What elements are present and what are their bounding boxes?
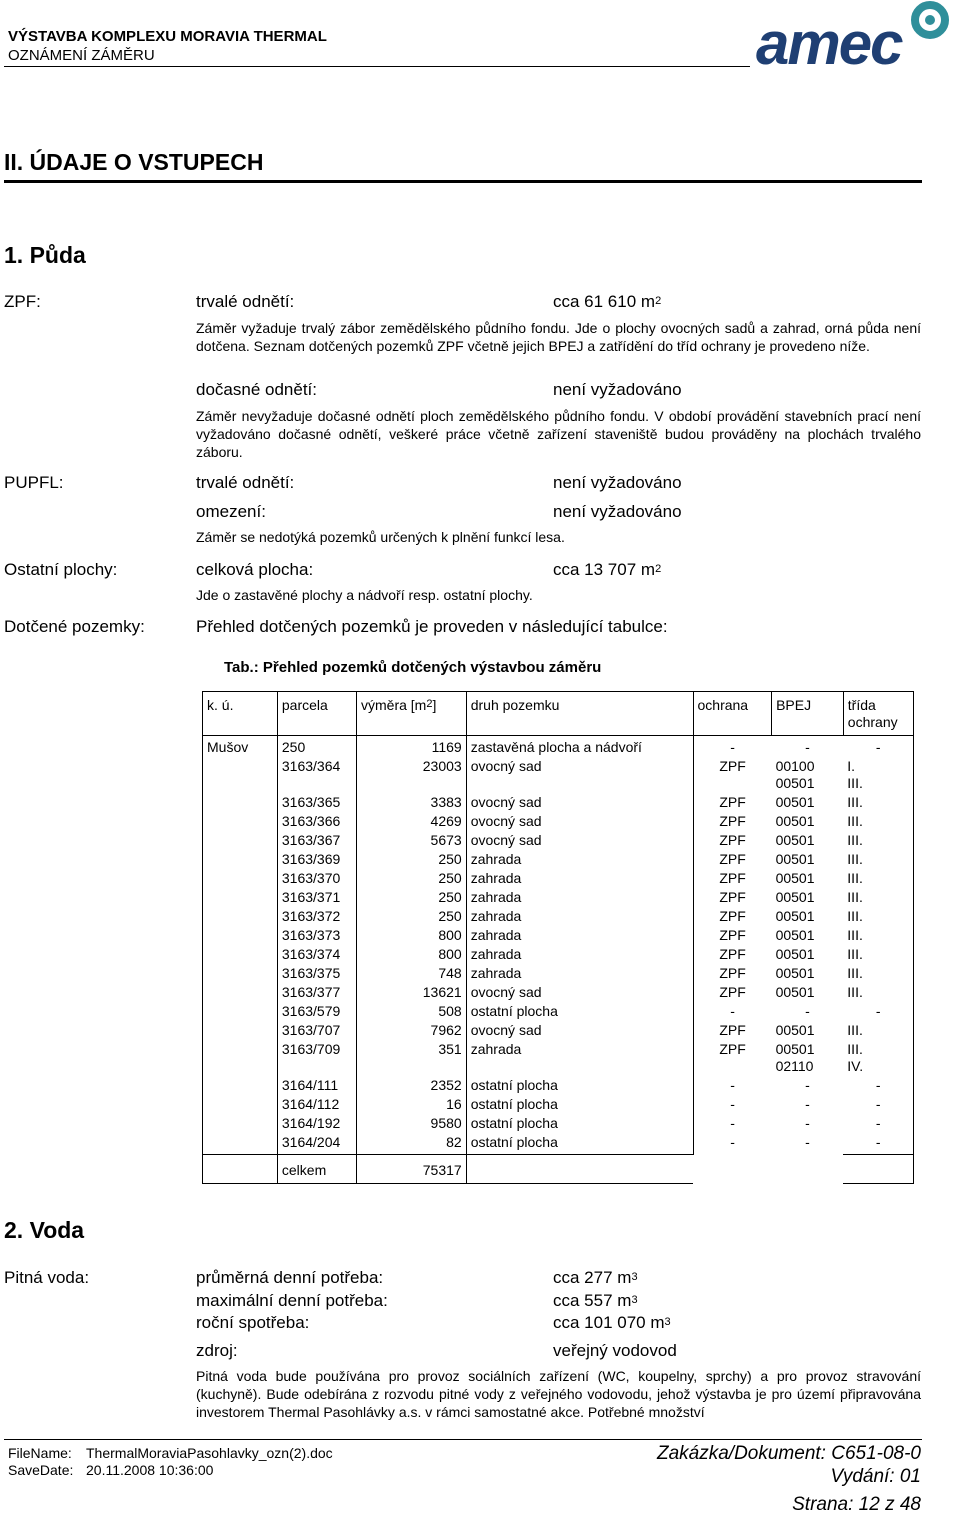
amec-logo <box>752 0 960 72</box>
col-header-ku: k. ú. <box>203 692 278 736</box>
cell-parcela: 3164/112 <box>277 1095 356 1114</box>
table-row <box>203 812 914 831</box>
cell-druh: ovocný sad <box>466 757 693 793</box>
cell-trida: III. <box>843 945 913 964</box>
table-row <box>203 793 914 812</box>
cell-ku <box>203 1133 278 1155</box>
cell-ochrana: ZPF <box>719 965 746 981</box>
pupfl-note: Záměr se nedotýká pozemků určených k plnění funkcí lesa. <box>196 529 565 545</box>
subsection-heading-voda: 2. Voda <box>4 1217 85 1243</box>
cell-druh: zahrada <box>466 850 693 869</box>
parcel-table <box>202 691 914 1184</box>
cell-parcela: 3163/364 <box>277 757 356 793</box>
cell-druh: ostatní plocha <box>466 1114 693 1133</box>
cell-druh: ostatní plocha <box>466 1076 693 1095</box>
cell-ku <box>203 831 278 850</box>
voda-note: Pitná voda bude používána pro provoz sociálních zařízení (WC, koupelny, sprchy) a pro provoz stravování (kuchyně). Bude odebírána z rozvodu pitné vody z veřejného vodovodu, jehož výstavba je pro území připravována investorem Thermal Pasohlávky a.s. v rámci samostatné akce. Potřebné množství <box>196 1368 921 1420</box>
cell-bpej: 00501 <box>775 870 815 886</box>
cell-bpej: 00501 <box>775 813 815 829</box>
table-row <box>203 907 914 926</box>
cell-ochrana: ZPF <box>719 794 746 810</box>
cell-trida: III. <box>843 1021 913 1040</box>
cell-ochrana: ZPF <box>719 1022 746 1038</box>
cell-parcela: 3163/366 <box>277 812 356 831</box>
table-row <box>203 1076 914 1095</box>
cell-bpej: - <box>805 1134 810 1150</box>
cell-trida: I. III. <box>843 757 913 793</box>
cell-parcela: 3163/375 <box>277 964 356 983</box>
pupfl-trvale-label: trvalé odnětí: <box>196 473 295 492</box>
svg-text:amec: amec <box>756 10 902 72</box>
voda-prumerna-label: průměrná denní potřeba: <box>196 1268 384 1287</box>
cell-vymera: 250 <box>438 908 462 924</box>
cell-parcela: 3163/370 <box>277 869 356 888</box>
cell-bpej: 00100 00501 <box>775 758 815 791</box>
cell-vymera: 3383 <box>430 794 462 810</box>
cell-druh: zahrada <box>466 907 693 926</box>
cell-parcela: 3164/111 <box>277 1076 356 1095</box>
ostatni-celkova-label: celková plocha: <box>196 560 314 579</box>
cell-parcela: 3163/709 <box>277 1040 356 1076</box>
col-header-bpej: BPEJ <box>772 692 844 736</box>
cell-ku <box>203 964 278 983</box>
cell-ku <box>203 945 278 964</box>
table-row <box>203 850 914 869</box>
cell-trida: III. <box>843 831 913 850</box>
voda-label: Pitná voda: <box>4 1268 90 1287</box>
cell-bpej: 00501 <box>775 984 815 1000</box>
cell-vymera: 748 <box>438 965 462 981</box>
cell-bpej: 00501 <box>775 965 815 981</box>
table-row <box>203 888 914 907</box>
cell-ku: Mušov <box>203 736 278 758</box>
cell-trida: III. <box>843 793 913 812</box>
footer-filename-value: ThermalMoraviaPasohlavky_ozn(2).doc <box>86 1445 333 1461</box>
cell-druh: ostatní plocha <box>466 1095 693 1114</box>
cell-trida: III. <box>843 964 913 983</box>
cell-bpej: 00501 <box>775 946 815 962</box>
cell-druh: ostatní plocha <box>466 1002 693 1021</box>
ostatni-note: Jde o zastavěné plochy a nádvoří resp. ostatní plochy. <box>196 587 533 603</box>
cell-druh: zahrada <box>466 869 693 888</box>
cell-ochrana: - <box>730 1077 735 1093</box>
cell-ku <box>203 888 278 907</box>
cell-vymera: 800 <box>438 927 462 943</box>
cell-ku <box>203 793 278 812</box>
cell-ochrana: ZPF <box>719 813 746 829</box>
cell-bpej: - <box>805 1096 810 1112</box>
zpf-trvale-value: cca 61 610 $m^2$ <box>553 292 662 311</box>
cell-ochrana: ZPF <box>719 870 746 886</box>
voda-maximalni-label: maximální denní potřeba: <box>196 1291 388 1310</box>
cell-parcela: 3163/372 <box>277 907 356 926</box>
cell-ochrana: - <box>730 739 735 755</box>
cell-ochrana: ZPF <box>719 927 746 943</box>
cell-vymera: 82 <box>446 1134 462 1150</box>
cell-druh: zahrada <box>466 964 693 983</box>
ostatni-celkova-value: cca 13 707 $m^2$ <box>553 560 662 579</box>
cell-ku <box>203 907 278 926</box>
cell-druh: ovocný sad <box>466 983 693 1002</box>
cell-ochrana: - <box>730 1003 735 1019</box>
cell-trida: - <box>843 1133 913 1155</box>
col-header-druh: druh pozemku <box>466 692 693 736</box>
cell-vymera: 23003 <box>422 758 462 774</box>
cell-trida: - <box>843 1095 913 1114</box>
cell-parcela: 3164/192 <box>277 1114 356 1133</box>
cell-ochrana: ZPF <box>719 851 746 867</box>
cell-ochrana: - <box>730 1134 735 1150</box>
cell-ku <box>203 1114 278 1133</box>
voda-rocni-value: cca 101 070 $m^3$ <box>553 1313 671 1332</box>
cell-vymera: 250 <box>438 851 462 867</box>
table-row <box>203 1002 914 1021</box>
table-row <box>203 945 914 964</box>
voda-zdroj-label: zdroj: <box>196 1341 238 1360</box>
table-row <box>203 869 914 888</box>
total-label: celkem <box>277 1155 356 1184</box>
dotcene-label: Dotčené pozemky: <box>4 617 145 636</box>
cell-parcela: 3163/373 <box>277 926 356 945</box>
cell-bpej: - <box>805 1077 810 1093</box>
table-row <box>203 964 914 983</box>
cell-trida: III. <box>843 850 913 869</box>
cell-ku <box>203 812 278 831</box>
cell-trida: III. <box>843 869 913 888</box>
table-row <box>203 736 914 758</box>
cell-vymera: 13621 <box>422 984 462 1000</box>
col-header-trida: třída ochrany <box>843 692 913 736</box>
zpf-trvale-note: Záměr vyžaduje trvalý zábor zemědělského půdního fondu. Jde o plochy ovocných sadů a zahrad, orná půda není dotčena. Seznam dotčených pozemků ZPF včetně jejich BPEJ a zatřídění do tříd ochrany je provedeno níže. <box>196 320 921 354</box>
cell-trida: - <box>843 1002 913 1021</box>
cell-ochrana: - <box>730 1096 735 1112</box>
col-header-vymera: výměra $[m^2]$ <box>357 692 467 736</box>
table-caption: Tab.: Přehled pozemků dotčených výstavbou záměru <box>224 659 602 676</box>
cell-vymera: 800 <box>438 946 462 962</box>
cell-parcela: 3163/707 <box>277 1021 356 1040</box>
table-row <box>203 1040 914 1076</box>
header-divider <box>4 66 750 67</box>
col-header-ochrana: ochrana <box>693 692 772 736</box>
cell-ochrana: ZPF <box>719 908 746 924</box>
cell-bpej: 00501 <box>775 794 815 810</box>
cell-parcela: 3163/365 <box>277 793 356 812</box>
pupfl-label: PUPFL: <box>4 473 64 492</box>
cell-vymera: 508 <box>438 1003 462 1019</box>
zpf-label: ZPF: <box>4 292 41 311</box>
cell-ochrana: ZPF <box>719 946 746 962</box>
cell-vymera: 5673 <box>430 832 462 848</box>
col-header-parcela: parcela <box>277 692 356 736</box>
cell-bpej: 00501 <box>775 832 815 848</box>
cell-ku <box>203 1002 278 1021</box>
cell-bpej: 00501 <box>775 1022 815 1038</box>
cell-parcela: 250 <box>277 736 356 758</box>
footer-vydani: Vydání: 01 <box>830 1466 921 1487</box>
cell-bpej: 00501 02110 <box>775 1041 815 1074</box>
zpf-docasne-note: Záměr nevyžaduje dočasné odnětí ploch zemědělského půdního fondu. V období provádění stavebních prací není vyžadováno dočasné odnětí, veškeré práce včetně zařízení staveniště budou prováděny na plochách trvalého záboru. <box>196 408 921 460</box>
cell-bpej: 00501 <box>775 851 815 867</box>
voda-prumerna-value: cca 277 $m^3$ <box>553 1268 638 1287</box>
table-row <box>203 1095 914 1114</box>
pupfl-omezeni-label: omezení: <box>196 502 266 521</box>
cell-ochrana: ZPF <box>719 984 746 1000</box>
cell-druh: ovocný sad <box>466 812 693 831</box>
footer-zakazka: Zakázka/Dokument: C651-08-0 <box>656 1443 921 1464</box>
cell-parcela: 3163/369 <box>277 850 356 869</box>
cell-vymera: 1169 <box>431 739 462 755</box>
cell-druh: zahrada <box>466 888 693 907</box>
cell-parcela: 3163/377 <box>277 983 356 1002</box>
cell-druh: zahrada <box>466 1040 693 1076</box>
cell-vymera: 9580 <box>430 1115 462 1131</box>
cell-bpej: 00501 <box>775 927 815 943</box>
footer-savedate-label: SaveDate: <box>8 1462 74 1478</box>
cell-trida: III. <box>843 812 913 831</box>
voda-rocni-label: roční spotřeba: <box>196 1313 310 1332</box>
cell-vymera: 2352 <box>430 1077 462 1093</box>
cell-ku <box>203 926 278 945</box>
zpf-docasne-label: dočasné odnětí: <box>196 380 317 399</box>
cell-bpej: - <box>805 1115 810 1131</box>
total-value: 75317 <box>357 1155 467 1184</box>
cell-vymera: 351 <box>438 1041 462 1057</box>
cell-ku <box>203 850 278 869</box>
cell-ku <box>203 1040 278 1076</box>
table-row <box>203 1021 914 1040</box>
voda-zdroj-value: veřejný vodovod <box>553 1341 677 1360</box>
cell-bpej: - <box>805 1003 810 1019</box>
cell-ku <box>203 869 278 888</box>
cell-trida: III. IV. <box>843 1040 913 1076</box>
cell-parcela: 3163/579 <box>277 1002 356 1021</box>
cell-bpej: 00501 <box>775 889 815 905</box>
cell-bpej: 00501 <box>775 908 815 924</box>
cell-vymera: 250 <box>438 889 462 905</box>
cell-ochrana: ZPF <box>719 889 746 905</box>
cell-druh: zastavěná plocha a nádvoří <box>466 736 693 758</box>
cell-trida: - <box>843 1114 913 1133</box>
table-row <box>203 983 914 1002</box>
footer-divider <box>4 1439 922 1440</box>
table-row <box>203 926 914 945</box>
cell-vymera: 250 <box>438 870 462 886</box>
table-row <box>203 1133 914 1155</box>
cell-trida: III. <box>843 907 913 926</box>
cell-druh: ovocný sad <box>466 1021 693 1040</box>
cell-ochrana: ZPF <box>719 832 746 848</box>
cell-parcela: 3164/204 <box>277 1133 356 1155</box>
cell-druh: ovocný sad <box>466 793 693 812</box>
cell-ku <box>203 1076 278 1095</box>
document-header-subtitle: OZNÁMENÍ ZÁMĚRU <box>8 47 155 64</box>
cell-ku <box>203 1021 278 1040</box>
cell-ochrana: ZPF <box>719 1041 746 1057</box>
table-row <box>203 757 914 793</box>
cell-druh: ovocný sad <box>466 831 693 850</box>
footer-strana: Strana: 12 z 48 <box>792 1494 921 1515</box>
parcel-table-body <box>203 736 914 1155</box>
footer-filename-label: FileName: <box>8 1445 72 1461</box>
cell-trida: III. <box>843 888 913 907</box>
table-row <box>203 1114 914 1133</box>
section-heading: II. ÚDAJE O VSTUPECH <box>4 149 264 175</box>
cell-druh: ostatní plocha <box>466 1133 693 1155</box>
cell-ochrana: ZPF <box>719 758 746 774</box>
section-heading-rule <box>4 180 922 183</box>
cell-parcela: 3163/374 <box>277 945 356 964</box>
cell-bpej: - <box>805 739 810 755</box>
cell-trida: III. <box>843 983 913 1002</box>
table-row <box>203 831 914 850</box>
cell-trida: - <box>843 1076 913 1095</box>
cell-parcela: 3163/371 <box>277 888 356 907</box>
cell-vymera: 4269 <box>430 813 462 829</box>
pupfl-omezeni-value: není vyžadováno <box>553 502 682 521</box>
cell-ku <box>203 757 278 793</box>
document-header-title: VÝSTAVBA KOMPLEXU MORAVIA THERMAL <box>8 28 327 45</box>
cell-ochrana: - <box>730 1115 735 1131</box>
cell-druh: zahrada <box>466 945 693 964</box>
cell-trida: III. <box>843 926 913 945</box>
cell-vymera: 7962 <box>430 1022 462 1038</box>
cell-trida: - <box>843 736 913 758</box>
table-total-row <box>203 1155 914 1184</box>
voda-maximalni-value: cca 557 $m^3$ <box>553 1291 638 1310</box>
footer-savedate-value: 20.11.2008 10:36:00 <box>86 1462 214 1478</box>
zpf-docasne-value: není vyžadováno <box>553 380 682 399</box>
cell-parcela: 3163/367 <box>277 831 356 850</box>
cell-druh: zahrada <box>466 926 693 945</box>
subsection-heading-puda: 1. Půda <box>4 242 86 268</box>
dotcene-text: Přehled dotčených pozemků je proveden v následující tabulce: <box>196 617 668 636</box>
ostatni-label: Ostatní plochy: <box>4 560 118 579</box>
pupfl-trvale-value: není vyžadováno <box>553 473 682 492</box>
cell-ku <box>203 983 278 1002</box>
zpf-trvale-label: trvalé odnětí: <box>196 292 295 311</box>
cell-ku <box>203 1095 278 1114</box>
cell-vymera: 16 <box>446 1096 462 1112</box>
